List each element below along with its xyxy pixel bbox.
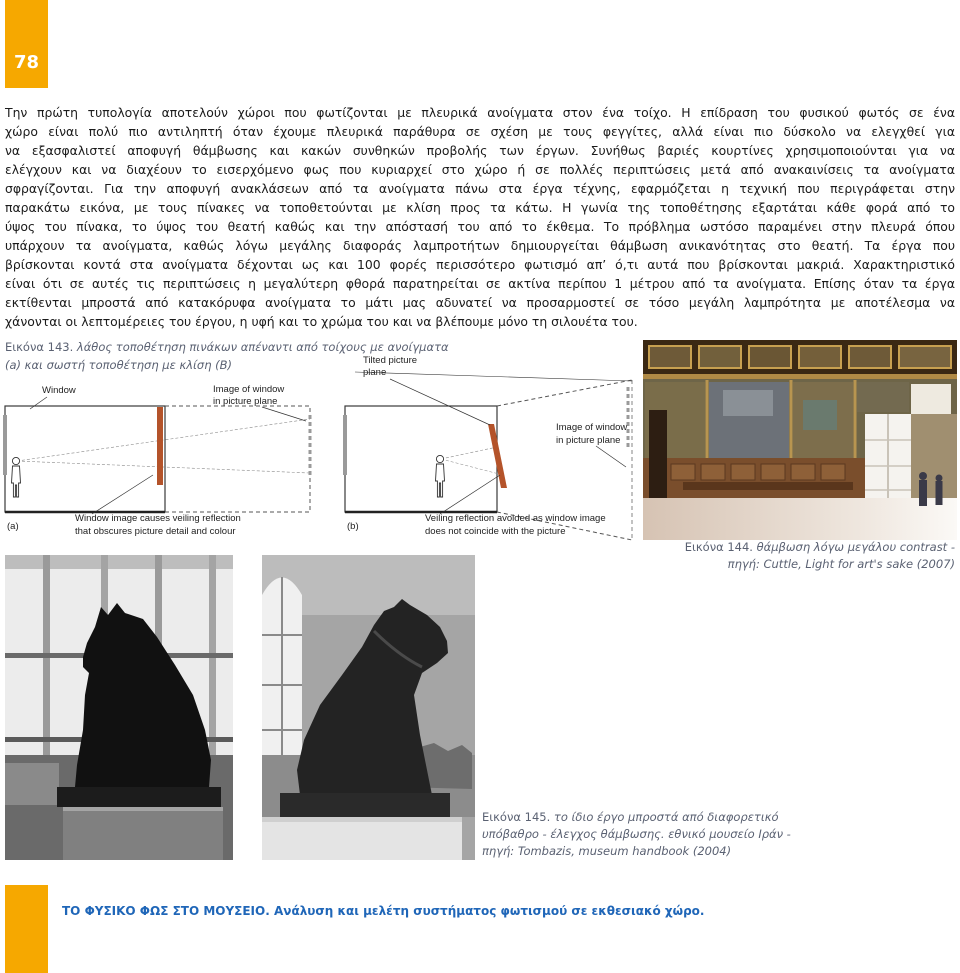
figure-144-label: Εικόνα 144. [684, 540, 753, 554]
note-b-line2: does not coincide with the picture [425, 526, 566, 537]
figure-144-caption-line1 [685, 539, 955, 556]
note-b-line1: Veiling reflection avoided as window image [425, 513, 606, 524]
body-line: Την πρώτη τυπολογία αποτελούν χώροι που φωτίζονται με πλευρικά ανοίγματα στον ένα τοίχο. Η επίδραση του φυσικού φωτός σε ένα [5, 105, 955, 120]
pedestal-base [63, 807, 223, 860]
panel-a-label: (a) [7, 521, 19, 532]
leader-line [596, 446, 626, 467]
figure-145-source: πηγή: Tombazis, museum handbook (2004) [482, 844, 732, 858]
leader-line [440, 475, 500, 514]
body-line: ύψος του πίνακα, το ύψος του θεατή καθώς και την απόστασή του από το έκθεμα. Το πρόβλημα ωστόσο παραμένει στην πλευρά όπου [5, 219, 955, 234]
painted-ceiling [643, 340, 957, 379]
diagram-panel-a [5, 384, 310, 537]
tilted-label-line2: plane [363, 367, 387, 378]
body-line: χώρο είναι πολύ πιο αντιληπτή όταν έχουμε πλευρικά παράθυρα σε σχέση με τους φεγγίτες, αλλά είναι πιο δύσκολο να ελεγχθεί για [5, 124, 955, 139]
room-outline-b [345, 406, 497, 512]
footer-subtitle: Ανάλυση και μελέτη συστήματος φωτισμού σε εκθεσιακό χώρο. [273, 904, 705, 918]
body-line: σφραγίζονται. Για την αποφυγή ανακλάσεων από τα ανοίγματα πάνω στα έργα τέχνης, εφαρμόζεται η τεχνική που περιγράφεται στην [5, 181, 955, 196]
diagram-panel-b [345, 355, 632, 540]
wood-wainscot [643, 458, 865, 498]
footer-title: ΤΟ ΦΥΣΙΚΟ ΦΩΣ ΣΤΟ ΜΟΥΣΕΙΟ. [62, 904, 270, 918]
leader-line [30, 397, 47, 409]
photo-hall-glare [643, 340, 957, 540]
window-label: Window [42, 385, 76, 396]
image-label-a-line2: in picture plane [213, 396, 278, 407]
body-line: να εξασφαλιστεί αποφυγή θάμβωσης και κακών συνθηκών προβολής των έργων. Συνήθως βαριές κουρτίνες χρησιμοποιούνται για να [5, 143, 955, 158]
figure-144-source: πηγή: Cuttle, Light for art's sake (2007) [727, 557, 955, 571]
figure-143-caption-line1 [5, 338, 449, 356]
body-line: βρίσκονται κοντά στα ανοίγματα δέχονται ως και 100 φορές περισσότερο φωτισμό απ’ ό,τι αυτά που βρίσκονται μακριά. Χαρακτηριστικό [5, 257, 955, 272]
tilted-label-line1: Tilted picture [363, 355, 418, 366]
body-line: υπάρχουν τα ανοίγματα, καθώς λόγω μεγάλης διαφοράς λαμπροτήτων δημιουργείται θάμβωση ανικανότητας στο θεατή. Τα έργα που [5, 238, 955, 253]
image-label-b-line1: Image of window [556, 422, 628, 433]
pedestal [57, 787, 221, 807]
figure-144-caption-text: θάμβωση λόγω μεγάλου contrast - [756, 540, 955, 554]
figure-143-caption [5, 338, 449, 374]
leader-line [92, 475, 153, 514]
image-label-a-line1: Image of window [213, 384, 285, 395]
figure-145-caption-line2: υπόβαθρο - έλεγχος θάμβωσης. εθνικό μουσείο Ιράν - [482, 827, 791, 841]
door [649, 410, 667, 498]
figure-145-caption-line1 [482, 809, 791, 826]
sight-ray [17, 461, 310, 473]
figure-145-caption-text: το ίδιο έργο μπροστά από διαφορετικό [553, 810, 779, 824]
body-line: χάνονται οι λεπτομέρειες του έργου, η υφή και το χρώμα του και να βλέπουμε μόνο τη σιλουέτα του. [5, 314, 638, 329]
sight-ray [441, 447, 497, 459]
figure-144-caption [685, 539, 955, 573]
figure-145-caption [482, 809, 791, 860]
photo-lion-backlit [5, 555, 233, 860]
body-line: είναι ότι σε αυτές τις περιπτώσεις η μεγαλύτερη φθορά παρατηρείται σε ακτίνα περίπου 1 μέτρου από τα ανοίγματα. Επίσης όταν τα έργα [5, 276, 955, 291]
leader-line [262, 407, 306, 421]
pedestal-base [262, 817, 462, 860]
pedestal [280, 793, 450, 817]
viewer-figure-b [436, 455, 445, 497]
figure-145-label: Εικόνα 145. [482, 810, 551, 824]
note-a-line2: that obscures picture detail and colour [75, 526, 236, 537]
leader-line [390, 379, 490, 425]
tilted-plane-extension [497, 380, 632, 406]
body-paragraph [5, 103, 955, 331]
figure-143-caption-text: λάθος τοποθέτηση πινάκων απέναντι από τοίχους με ανοίγματα [76, 340, 449, 354]
image-label-b-line2: in picture plane [556, 435, 621, 446]
mirror-image-outline-a [165, 406, 310, 512]
page-number: 78 [13, 52, 40, 73]
floor [643, 498, 957, 540]
body-line: εκτίθενται μπροστά από κατακόρυφα ανοίγματα το μάτι μας αδυνατεί να προσαρμοστεί σε τόσο μεγάλη λαμπρότητα με αποτέλεσμα να [5, 295, 955, 310]
arched-window [262, 577, 302, 755]
viewer-figure-a [12, 457, 21, 497]
picture-a [157, 407, 163, 485]
page-number-tab [5, 0, 48, 88]
footer-tab [5, 885, 48, 973]
body-line: παρακάτω εικόνα, με τους πίνακες να τοποθετούνται με κλίση προς τα κάτω. Η γωνία της τοποθέτησης εξαρτάται κάθε φορά από το [5, 200, 955, 215]
display-case [5, 763, 59, 805]
figure-143-label: Εικόνα 143. [5, 340, 74, 354]
panel-b-label: (b) [347, 521, 359, 532]
side-wall [911, 414, 957, 500]
running-footer [62, 903, 704, 919]
note-a-line1: Window image causes veiling reflection [75, 513, 241, 524]
sight-ray [441, 459, 503, 475]
figure-143-caption-line2: (a) και σωστή τοποθέτηση με κλίση (B) [5, 358, 233, 372]
sight-ray [17, 419, 310, 461]
photo-lion-controlled [262, 555, 475, 860]
body-line: ελέγχουν και να διαχέουν το εισερχόμενο φως που κυριαρχεί στο χώρο ή σε πολλές περιπτώσεις μετά από ανακαινίσεις τα ανοίγματα [5, 162, 955, 177]
